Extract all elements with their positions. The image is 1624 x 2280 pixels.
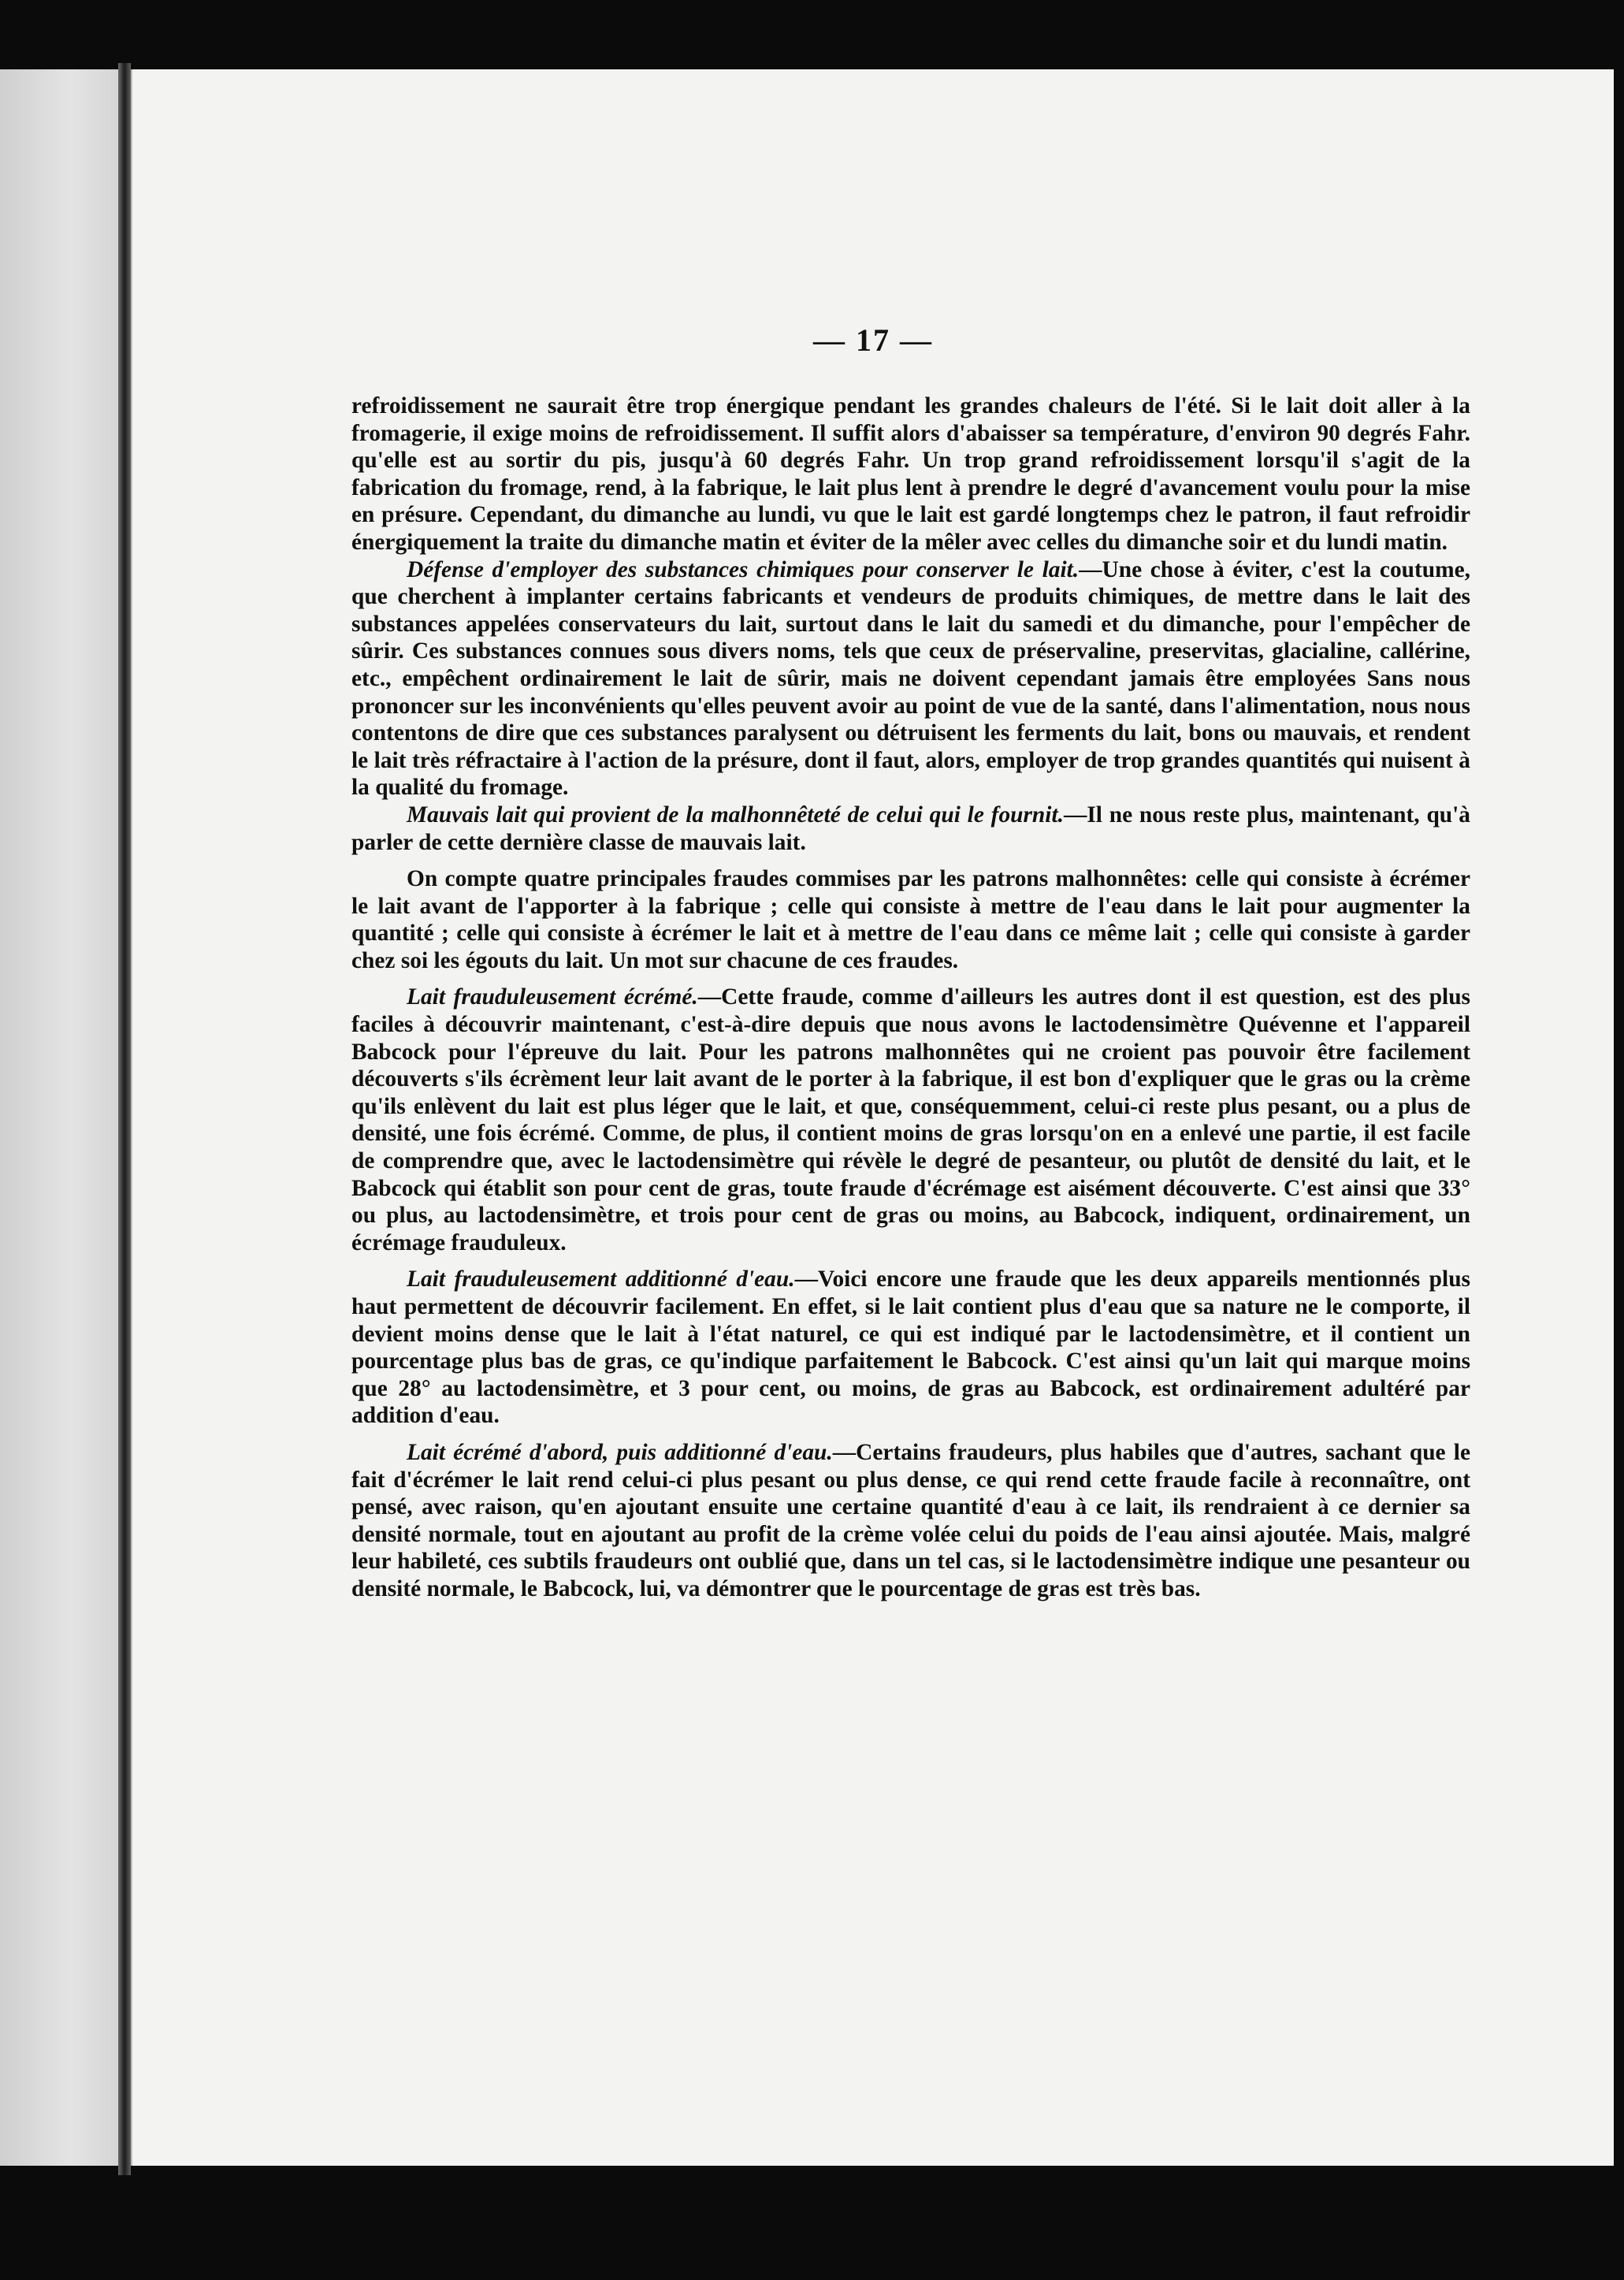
paragraph-text: —Une chose à éviter, c'est la coutume, que cherchent à implanter certains fabricants et vendeurs de produits chimiques, de mettre dans le lait des substances appelées conservateurs du lait, surtout dans le lait du samedi et du dimanche, pour l'empêcher de sûrir. Ces substances connues sous divers noms, tels que ceux de préservaline, preservitas, glacialine, callérine, etc., empêchent ordinairement le lait de sûrir, mais ne doivent cependant jamais être employées Sans nous prononcer sur les inconvénients qu'elles peuvent avoir au point de vue de la santé, dans l'alimentation, nous nous contentons de dire que ces substances paralysent ou détruisent les ferments du lait, bons ou mauvais, et rendent le lait très réfractaire à l'action de la présure, dont il faut, alors, employer de trop grandes quantités qui nuisent à la qualité du fromage. <box>351 556 1470 801</box>
body-text <box>351 392 1470 1603</box>
page-number: — 17 — <box>813 322 933 358</box>
paragraph-heading: Lait écrémé d'abord, puis additionné d'eau. <box>407 1439 833 1465</box>
paragraph-cooling <box>351 392 1470 556</box>
paragraph-chemical-substances <box>351 556 1470 802</box>
paragraph-text: —Il ne nous reste plus, maintenant, qu'à parler de cette dernière classe de mauvais lait. <box>351 802 1470 855</box>
paragraph-skimmed-milk <box>351 984 1470 1256</box>
paragraph-skimmed-then-watered <box>351 1439 1470 1603</box>
paragraph-heading: Lait frauduleusement écrémé. <box>407 984 698 1010</box>
paragraph-heading: Défense d'employer des substances chimiques pour conserver le lait. <box>407 556 1080 582</box>
paragraph-text: —Cette fraude, comme d'ailleurs les autres dont il est question, est des plus faciles à découvrir maintenant, c'est-à-dire depuis que nous avons le lactodensimètre Quévenne et l'appareil Babcock pour l'épreuve du lait. Pour les patrons malhonnêtes qui ne croient pas pouvoir être facilement découverts s'ils écrèment leur lait avant de le porter à la fabrique, il est bon d'expliquer que le gras ou la crème qu'ils enlèvent du lait est plus léger que le lait, et que, conséquemment, celui-ci reste plus pesant, ou a plus de densité, une fois écrémé. Comme, de plus, il contient moins de gras lorsqu'on en a enlevé une partie, il est facile de comprendre que, avec le lactodensimètre qui révèle le degré de pesanteur, ou plutôt de densité du lait, et le Babcock qui établit son pour cent de gras, toute fraude d'écrémage est aisément découverte. C'est ainsi que 33° ou plus, au lactodensimètre, et trois pour cent de gras ou moins, au Babcock, indiquent, ordinairement, un écrémage frauduleux. <box>351 984 1470 1255</box>
paragraph-heading: Mauvais lait qui provient de la malhonnêteté de celui qui le fournit. <box>407 802 1064 828</box>
document-page <box>131 69 1614 2166</box>
book-binding <box>118 63 131 2175</box>
paragraph-text: refroidissement ne saurait être trop énergique pendant les grandes chaleurs de l'été. Si le lait doit aller à la fromagerie, il exige moins de refroidissement. Il suffit alors d'abaisser sa température, d'environ 90 degrés Fahr. qu'elle est au sortir du pis, jusqu'à 60 degrés Fahr. Un trop grand refroidissement lorsqu'il s'agit de la fabrication du fromage, rend, à la fabrique, le lait plus lent à prendre le degré d'avancement voulu pour la mise en présure. Cependant, du dimanche au lundi, vu que le lait est gardé longtemps chez le patron, il faut refroidir énergiquement la traite du dimanche matin et éviter de la mêler avec celles du dimanche soir et du lundi matin. <box>351 393 1470 555</box>
paragraph-text: —Voici encore une fraude que les deux appareils mentionnés plus haut permettent de découvrir facilement. En effet, si le lait contient plus d'eau que sa nature ne le comporte, il devient moins dense que le lait à l'état naturel, ce qui est indiqué par le lactodensimètre, et il contient un pourcentage plus bas de gras, ce qu'indique parfaitement le Babcock. C'est ainsi qu'un lait qui marque moins que 28° au lactodensimètre, et 3 pour cent, ou moins, de gras au Babcock, est ordinairement adultéré par addition d'eau. <box>351 1266 1470 1429</box>
facing-page-edge <box>0 69 118 2166</box>
paragraph-watered-milk <box>351 1266 1470 1430</box>
paragraph-text: —Certains fraudeurs, plus habiles que d'autres, sachant que le fait d'écrémer le lait rend celui-ci plus pesant ou plus dense, ce qui rend cette fraude facile à reconnaître, ont pensé, avec raison, qu'en ajoutant ensuite une certaine quantité d'eau à ce lait, ils rendraient à ce dernier sa densité normale, tout en ajoutant au profit de la crème volée celui du poids de l'eau ainsi ajoutée. Mais, malgré leur habileté, ces subtils fraudeurs ont oublié que, dans un tel cas, si le lactodensimètre indique une pesanteur ou densité normale, le Babcock, lui, va démontrer que le pourcentage de gras est très bas. <box>351 1439 1470 1601</box>
paragraph-text: On compte quatre principales fraudes commises par les patrons malhonnêtes: celle qui consiste à écrémer le lait avant de l'apporter à la fabrique ; celle qui consiste à mettre de l'eau dans le lait pour augmenter la quantité ; celle qui consiste à écrémer le lait et à mettre de l'eau dans ce même lait ; celle qui consiste à garder chez soi les égouts du lait. Un mot sur chacune de ces fraudes. <box>351 866 1470 973</box>
paragraph-heading: Lait frauduleusement additionné d'eau. <box>407 1266 795 1292</box>
paragraph-four-frauds <box>351 865 1470 974</box>
paragraph-dishonest-milk <box>351 802 1470 856</box>
